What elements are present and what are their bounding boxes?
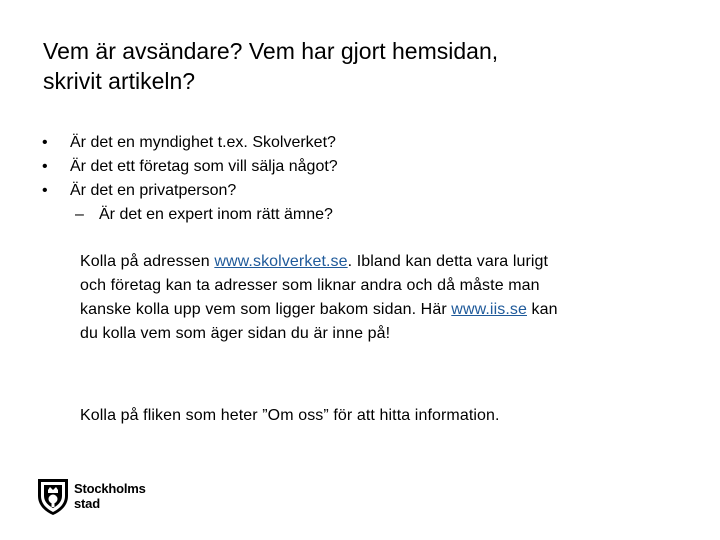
list-item (42, 155, 682, 179)
stockholms-stad-logo (36, 476, 166, 516)
bullet-list (42, 131, 682, 227)
text-fragment: kanske kolla upp vem som ligger bakom sidan. Här (80, 301, 452, 318)
text-fragment: kan (526, 301, 558, 318)
sub-bullet-text: Är det en expert inom rätt ämne? (99, 206, 333, 223)
bullet-text: Är det ett företag som vill sälja något? (70, 158, 338, 175)
title-line-2: skrivit artikeln? (43, 68, 196, 94)
about-paragraph: Kolla på fliken som heter ”Om oss” för att hitta information. (80, 407, 500, 424)
bullet-text: Är det en privatperson? (70, 182, 237, 199)
stockholm-crown-shield-icon (36, 476, 70, 516)
logo-line-1: Stockholms (74, 481, 146, 496)
paragraph-line: du kolla vem som äger sidan du är inne på! (80, 325, 391, 342)
paragraph-line (80, 298, 700, 322)
bullet-marker: • (42, 134, 48, 151)
address-paragraph (80, 250, 700, 346)
sub-list-item (42, 203, 682, 227)
sub-bullet-marker: – (75, 206, 84, 223)
text-fragment: . Ibland kan detta vara lurigt (347, 253, 549, 270)
logo-line-2: stad (74, 496, 100, 511)
skolverket-link[interactable]: www.skolverket.se (214, 253, 348, 270)
paragraph-line (80, 250, 700, 274)
bullet-text: Är det en myndighet t.ex. Skolverket? (70, 134, 336, 151)
slide-title (43, 36, 683, 96)
bullet-marker: • (42, 182, 48, 199)
paragraph-line: och företag kan ta adresser som liknar andra och då måste man (80, 277, 540, 294)
list-item (42, 131, 682, 155)
iis-link[interactable]: www.iis.se (451, 301, 527, 318)
bullet-marker: • (42, 158, 48, 175)
list-item (42, 179, 682, 203)
logo-wordmark (74, 481, 146, 511)
title-line-1: Vem är avsändare? Vem har gjort hemsidan, (43, 38, 499, 64)
text-fragment: Kolla på adressen (80, 253, 215, 270)
